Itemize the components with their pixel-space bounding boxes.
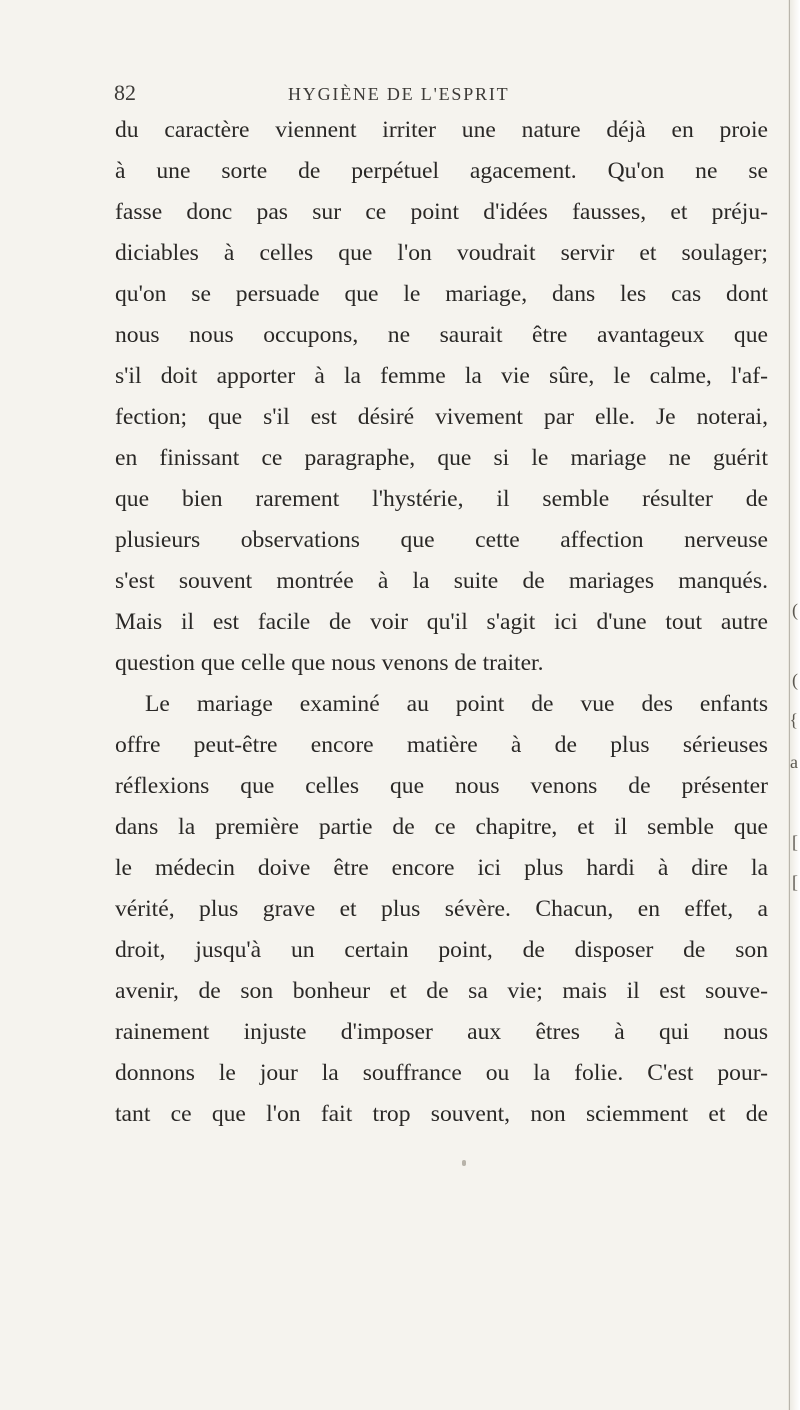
facing-page-fragment: ( — [792, 600, 798, 620]
text-line: s'est souvent montrée à la suite de mariages manqués. — [115, 568, 768, 594]
facing-page-fragment: a — [790, 752, 798, 772]
text-line: avenir, de son bonheur et de sa vie; mais il est souve- — [115, 978, 768, 1004]
body-text — [115, 110, 768, 1135]
text-line: tant ce que l'on fait trop souvent, non sciemment et de — [115, 1101, 768, 1127]
text-line: plusieurs observations que cette affection nerveuse — [115, 527, 768, 553]
paragraph-start-line: Le mariage examiné au point de vue des enfants — [145, 691, 768, 717]
text-line: s'il doit apporter à la femme la vie sûre, le calme, l'af- — [115, 363, 768, 389]
text-line: diciables à celles que l'on voudrait servir et soulager; — [115, 240, 768, 266]
page-header — [108, 80, 768, 110]
running-head: HYGIÈNE DE L'ESPRIT — [288, 84, 510, 104]
text-line: du caractère viennent irriter une nature déjà en proie — [115, 117, 768, 143]
text-line: droit, jusqu'à un certain point, de disposer de son — [115, 937, 768, 963]
text-line: fection; que s'il est désiré vivement par elle. Je noterai, — [115, 404, 768, 430]
paper-speck — [462, 1160, 466, 1166]
text-line: qu'on se persuade que le mariage, dans les cas dont — [115, 281, 768, 307]
text-line: Mais il est facile de voir qu'il s'agit ici d'une tout autre — [115, 609, 768, 635]
text-line: réflexions que celles que nous venons de présenter — [115, 773, 768, 799]
text-line: fasse donc pas sur ce point d'idées fausses, et préju- — [115, 199, 768, 225]
text-line: nous nous occupons, ne saurait être avantageux que — [115, 322, 768, 348]
page-number: 82 — [114, 80, 136, 105]
facing-page-fragment: ( — [792, 670, 798, 690]
text-line: rainement injuste d'imposer aux êtres à qui nous — [115, 1019, 768, 1045]
text-line: question que celle que nous venons de traiter. — [115, 650, 544, 676]
text-line: dans la première partie de ce chapitre, et il semble que — [115, 814, 768, 840]
text-line: à une sorte de perpétuel agacement. Qu'on ne se — [115, 158, 768, 184]
text-line: en finissant ce paragraphe, que si le mariage ne guérit — [115, 445, 768, 471]
page-edge-rule — [789, 0, 790, 1410]
text-line: offre peut-être encore matière à de plus sérieuses — [115, 732, 768, 758]
facing-page-fragment: { — [789, 710, 798, 730]
text-line: que bien rarement l'hystérie, il semble résulter de — [115, 486, 768, 512]
text-line: donnons le jour la souffrance ou la folie. C'est pour- — [115, 1060, 768, 1086]
facing-page-fragment: [ — [792, 832, 798, 852]
facing-page-fragment: [ — [792, 872, 798, 892]
text-line: le médecin doive être encore ici plus hardi à dire la — [115, 855, 768, 881]
text-line: vérité, plus grave et plus sévère. Chacun, en effet, a — [115, 896, 768, 922]
